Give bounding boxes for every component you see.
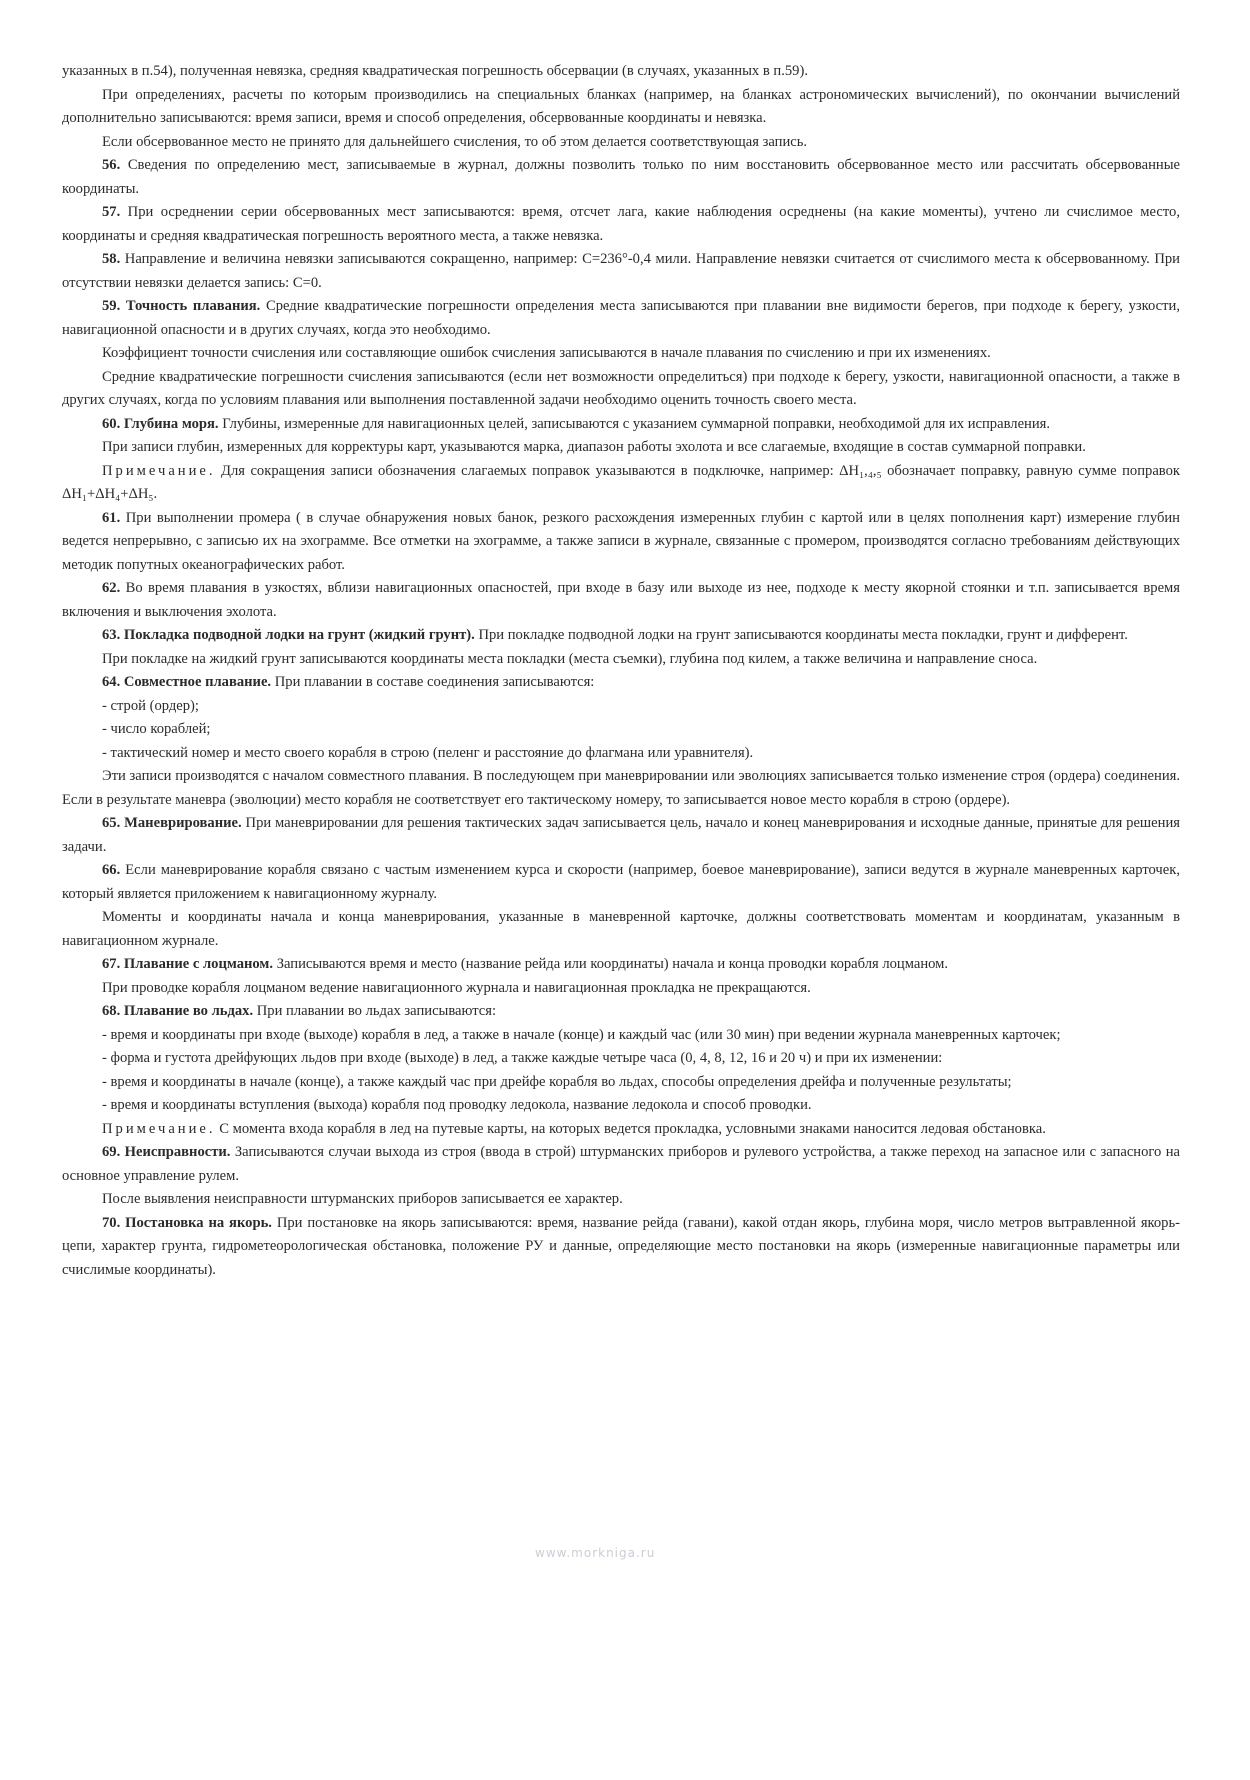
paragraph: После выявления неисправности штурманских приборов записывается ее характер. (102, 1191, 623, 1207)
section-68: 68. Плавание во льдах. При плавании во льдах записываются: (102, 1003, 497, 1019)
section-heading: 70. Постановка на якорь. (102, 1214, 272, 1231)
paragraph: Эти записи производятся с началом совместного плавания. В последующем при маневрировании или эволюциях записывается только изменение строя (ордера) соединения. Если в результате маневра (эволюции) место корабля не соответствует его тактическому номеру, то записывается новое место корабля в строю (ордере). (62, 768, 1180, 808)
section-heading: 67. Плавание с лоцманом. (102, 956, 274, 972)
list-item: - время и координаты в начале (конце), а также каждый час при дрейфе корабля во льдах, способы определения дрейфа и полученные результаты; (102, 1073, 1012, 1090)
list-item: - время и координаты при входе (выходе) корабля в лед, а также в начале (конце) и каждый час (или 30 мин) при ведении журнала маневренных карточек; (102, 1026, 1061, 1043)
section-69: 69. Неисправности. Записываются случаи выхода из строя (ввода в строй) штурманских приборов и рулевого устройства, а также переход на запасное или с запасного на основное управление рулем. (62, 1144, 1181, 1184)
section-heading: 63. Покладка подводной лодки на грунт (жидкий грунт). (102, 627, 475, 643)
section-heading: 65. Маневрирование. (102, 815, 242, 831)
paragraph: Коэффициент точности счисления или составляющие ошибок счисления записываются в начале плавания по счислению и при их изменениях. (102, 345, 991, 361)
section-66: 66. Если маневрирование корабля связано с частым изменением курса и скорости (например, боевое маневрирование), записи ведутся в журнале маневренных карточек, который является приложением к навигационному журналу. (62, 862, 1180, 902)
section-57: 57. При осреднении серии обсервованных мест записываются: время, отсчет лага, какие наблюдения осреднены (на какие моменты), учтено ли счислимое место, координаты и средняя квадратическая погрешность вероятного места, а также невязка. (62, 204, 1180, 244)
paragraph: При записи глубин, измеренных для корректуры карт, указываются марка, диапазон работы эхолота и все слагаемые, входящие в состав суммарной поправки. (102, 439, 1086, 455)
paragraph: При определениях, расчеты по которым производились на специальных бланках (например, на бланках астрономических вычислений), по окончании вычислений дополнительно записываются: время записи, время и способ определения, обсервованные координаты и невязка. (62, 86, 1180, 126)
list-item: - строй (ордер); (102, 697, 199, 714)
list-item: - время и координаты вступления (выхода) корабля под проводку ледокола, название ледокола и способ проводки. (102, 1097, 812, 1113)
paragraph: При покладке на жидкий грунт записываются координаты места покладки (места съемки), глубина под килем, а также величина и направление сноса. (102, 650, 1038, 667)
note: Примечание. С момента входа корабля в лед на путевые карты, на которых ведется прокладка, условными знаками наносится ледовая обстановка. (102, 1120, 1046, 1137)
note-label: Примечание. (102, 1120, 216, 1137)
section-64: 64. Совместное плавание. При плавании в составе соединения записываются: (102, 674, 595, 690)
section-heading: 60. Глубина моря. (102, 415, 219, 432)
watermark: www.morkniga.ru (535, 1546, 656, 1560)
section-62: 62. Во время плавания в узкостях, вблизи навигационных опасностей, при входе в базу или выходе из нее, подходе к месту якорной стоянки и т.п. записывается время включения и выключения эхолота. (62, 580, 1180, 620)
section-70: 70. Постановка на якорь. При постановке на якорь записываются: время, название рейда (гавани), какой отдан якорь, глубина моря, число метров вытравленной якорь-цепи, характер грунта, гидрометеорологическая обстановка, положение РУ и данные, определяющие место постановки на якорь (измеренные навигационные параметры или счислимые координаты). (62, 1214, 1180, 1278)
section-58: 58. Направление и величина невязки записываются сокращенно, например: С=236°-0,4 мили. Направление невязки считается от счислимого места к обсервованному. При отсутствии невязки делается запись: С=0. (62, 251, 1180, 291)
paragraph: указанных в п.54), полученная невязка, средняя квадратическая погрешность обсервации (в случаях, указанных в п.59). (62, 63, 808, 79)
section-heading: 69. Неисправности. (102, 1144, 231, 1160)
section-67: 67. Плавание с лоцманом. Записываются время и место (название рейда или координаты) начала и конца проводки корабля лоцманом. (102, 956, 949, 972)
note-label: Примечание. (102, 462, 216, 479)
section-65: 65. Маневрирование. При маневрировании для решения тактических задач записывается цель, начало и конец маневрирования и исходные данные, принятые для решения задачи. (62, 815, 1180, 855)
paragraph: Средние квадратические погрешности счисления записываются (если нет возможности определиться) при подходе к берегу, узкости, навигационной опасности, а также в других случаях, когда по условиям плавания или выполнения поставленной задачи необходимо оценить точность своего места. (62, 368, 1180, 408)
section-heading: 68. Плавание во льдах. (102, 1003, 254, 1019)
list-item: - форма и густота дрейфующих льдов при входе (выходе) в лед, а также каждые четыре часа (0, 4, 8, 12, 16 и 20 ч) и при их изменении: (102, 1050, 943, 1066)
section-61: 61. При выполнении промера ( в случае обнаружения новых банок, резкого расхождения измеренных глубин с картой или в целях пополнения карт) измерение глубин ведется непрерывно, с записью их на эхограмме. Все отметки на эхограмме, а также записи в журнале, связанные с промером, производятся согласно требованиям действующих методик попутных океанографических работ. (62, 509, 1180, 573)
paragraph: При проводке корабля лоцманом ведение навигационного журнала и навигационная прокладка не прекращаются. (102, 979, 811, 996)
note: Примечание. Для сокращения записи обозначения слагаемых поправок указываются в подключке, например: ΔH₁,₄,₅ обозначает поправку, равную сумме поправок ΔH₁+ΔH₄+ΔH₅. (62, 462, 1180, 502)
paragraph: Моменты и координаты начала и конца маневрирования, указанные в маневренной карточке, должны соответствовать моментам и координатам, указанным в навигационном журнале. (62, 909, 1180, 949)
list-item: - число кораблей; (102, 721, 211, 737)
section-63: 63. Покладка подводной лодки на грунт (жидкий грунт). При покладке подводной лодки на грунт записываются координаты места покладки, грунт и дифферент. (102, 627, 1128, 643)
section-59: 59. Точность плавания. Средние квадратические погрешности определения места записываются при плавании вне видимости берегов, при подходе к берегу, узкости, навигационной опасности и в других случаях, когда это необходимо. (62, 298, 1180, 338)
section-60: 60. Глубина моря. Глубины, измеренные для навигационных целей, записываются с указанием суммарной поправки, необходимой для их исправления. (102, 415, 1051, 432)
section-heading: 59. Точность плавания. (102, 298, 261, 314)
list-item: - тактический номер и место своего корабля в строю (пеленг и расстояние до флагмана или уравнителя). (102, 744, 754, 761)
paragraph: Если обсервованное место не принято для дальнейшего счисления, то об этом делается соответствующая запись. (102, 133, 808, 150)
section-56: 56. Сведения по определению мест, записываемые в журнал, должны позволить только по ним восстановить обсервованное место или рассчитать обсервованные координаты. (62, 157, 1181, 197)
section-heading: 64. Совместное плавание. (102, 674, 272, 690)
